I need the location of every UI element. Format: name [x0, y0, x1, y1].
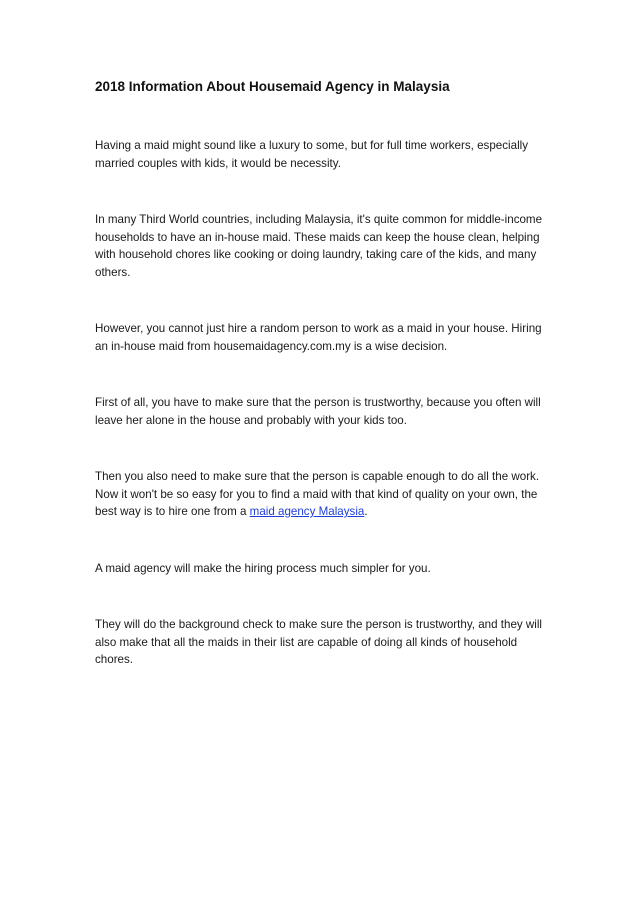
paragraph-maid-luxury: Having a maid might sound like a luxury to some, but for full time workers, especially married couples with kids, it would be necessity. — [95, 139, 529, 170]
paragraph-third-world: In many Third World countries, including Malaysia, it's quite common for middle-income households to have an in-house maid. These maids can keep the house clean, helping with household chores like cooking or doing laundry, taking care of the kids, and many others. — [95, 213, 543, 279]
paragraph-capable-end: . — [364, 505, 368, 518]
maid-agency-link[interactable]: maid agency Malaysia — [249, 505, 365, 518]
document-title: 2018 Information About Housemaid Agency in Malaysia — [95, 79, 450, 94]
paragraph-background-check: They will do the background check to make sure the person is trustworthy, and they will also make that all the maids in their list are capable of doing all kinds of household chores. — [95, 618, 543, 666]
paragraph-trustworthy: First of all, you have to make sure that the person is trustworthy, because you often will leave her alone in the house and probably with your kids too. — [95, 396, 541, 427]
paragraph-capable — [95, 468, 555, 521]
paragraph-hiring-simpler: A maid agency will make the hiring process much simpler for you. — [95, 561, 431, 575]
document-body — [95, 78, 555, 669]
paragraph-hire-random-person: However, you cannot just hire a random person to work as a maid in your house. Hiring an in-house maid from housemaidagency.com.my is a wise decision. — [95, 322, 542, 353]
paragraph-capable-text: Then you also need to make sure that the person is capable enough to do all the work. Now it won't be so easy for you to find a maid with that kind of quality on your own, the best way is to hire one from a — [95, 470, 540, 518]
